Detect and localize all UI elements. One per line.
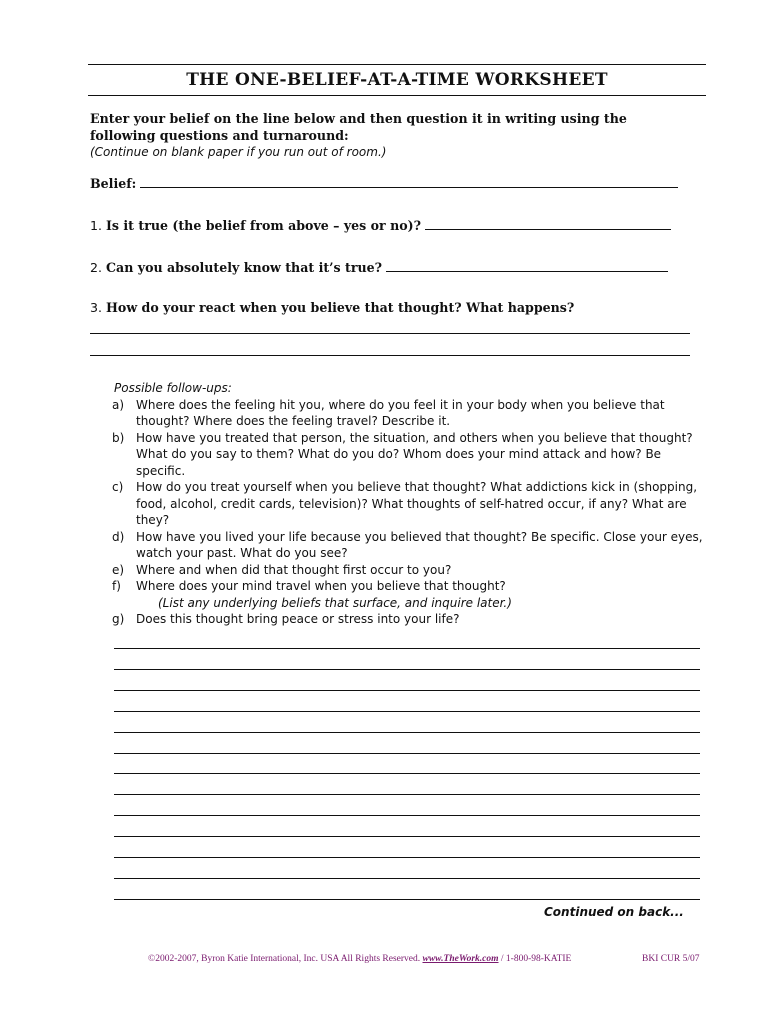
belief-answer-line[interactable]: [140, 176, 678, 188]
followup-letter: e): [112, 562, 125, 577]
footer-copyright: ©2002-2007, Byron Katie International, Inc. USA All Rights Reserved.: [148, 954, 421, 964]
title-banner: [88, 64, 706, 96]
followups-section: [112, 380, 712, 628]
followup-letter: b): [112, 430, 125, 445]
followup-text: Does this thought bring peace or stress into your life?: [136, 612, 460, 626]
followup-text: Where does the feeling hit you, where do you feel it in your body when you believe that thought? Where does the feeling travel? Describe it.: [136, 397, 665, 428]
question-text: Is it true (the belief from above – yes or no)?: [106, 218, 421, 233]
followup-item: [112, 397, 712, 430]
followup-item: [112, 430, 712, 480]
followup-answer-line[interactable]: [114, 794, 700, 795]
question-text: Can you absolutely know that it’s true?: [106, 260, 383, 275]
followup-answer-line[interactable]: [114, 753, 700, 754]
followup-answer-line[interactable]: [114, 815, 700, 816]
followup-item: [112, 529, 712, 562]
question-1-answer-line[interactable]: [425, 218, 671, 230]
intro-instructions: Enter your belief on the line below and then question it in writing using the following questions and turnaround:: [90, 111, 627, 143]
footer-document-code: BKI CUR 5/07: [642, 954, 700, 964]
question-3: [90, 300, 574, 315]
followup-text: Where does your mind travel when you believe that thought?: [136, 579, 506, 593]
followup-letter: a): [112, 397, 125, 412]
followup-text: How have you lived your life because you believed that thought? Be specific. Close your eyes, watch your past. What do you see?: [136, 529, 703, 560]
followup-item: [112, 479, 712, 529]
question-2: [90, 260, 668, 275]
followup-answer-line[interactable]: [114, 773, 700, 774]
followup-answer-line[interactable]: [114, 690, 700, 691]
question-number: 3.: [90, 300, 103, 315]
followup-answer-line[interactable]: [114, 669, 700, 670]
continued-note: Continued on back...: [544, 905, 684, 919]
footer: [148, 954, 718, 964]
followup-text: How do you treat yourself when you believe that thought? What addictions kick in (shopping, food, alcohol, credit cards, television)? What thoughts of self-hatred occur, if any? What are they?: [136, 480, 698, 527]
followup-item: [112, 578, 712, 595]
followup-answer-line[interactable]: [114, 836, 700, 837]
followup-answer-line[interactable]: [114, 878, 700, 879]
question-1: [90, 218, 671, 233]
footer-phone: / 1-800-98-KATIE: [498, 954, 572, 964]
belief-row: [90, 176, 678, 191]
question-text: How do your react when you believe that thought? What happens?: [106, 300, 575, 315]
question-3-answer-line[interactable]: [90, 355, 690, 356]
followup-answer-line[interactable]: [114, 857, 700, 858]
question-number: 2.: [90, 260, 103, 275]
followup-answer-line[interactable]: [114, 732, 700, 733]
followup-item: [112, 611, 712, 628]
followup-letter: c): [112, 480, 124, 494]
followups-title: Possible follow-ups:: [114, 381, 232, 395]
followup-answer-line[interactable]: [114, 711, 700, 712]
followup-sub-note: (List any underlying beliefs that surface, and inquire later.): [158, 595, 512, 610]
followup-answer-line[interactable]: [114, 648, 700, 649]
belief-label: Belief:: [90, 176, 137, 191]
followup-text: Where and when did that thought first occur to you?: [136, 562, 452, 577]
followup-answer-line[interactable]: [114, 899, 700, 900]
followup-text: How have you treated that person, the situation, and others when you believe that thought? What do you say to them? What do you do? Whom does your mind attack and how? Be specific.: [136, 430, 693, 478]
question-number: 1.: [90, 218, 103, 233]
intro-note: (Continue on blank paper if you run out of room.): [90, 145, 387, 159]
page-title: THE ONE-BELIEF-AT-A-TIME WORKSHEET: [186, 70, 608, 90]
question-2-answer-line[interactable]: [386, 260, 668, 272]
followup-letter: f): [112, 579, 121, 593]
followup-item: [112, 562, 712, 579]
footer-website-link[interactable]: www.TheWork.com: [422, 954, 499, 964]
question-3-answer-line[interactable]: [90, 333, 690, 334]
followup-letter: g): [112, 612, 125, 626]
followup-letter: d): [112, 529, 125, 544]
